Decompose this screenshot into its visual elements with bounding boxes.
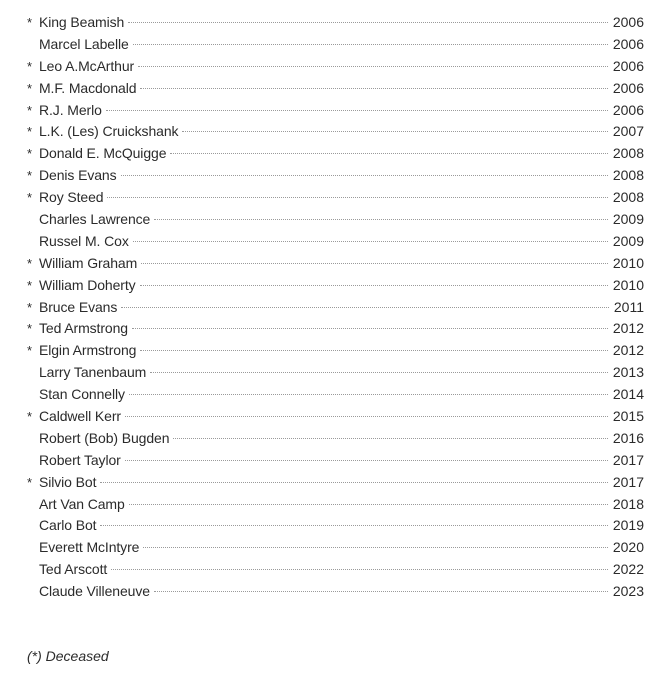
list-item (27, 450, 644, 472)
person-name: Leo A.McArthur (39, 57, 135, 74)
person-name: Art Van Camp (39, 495, 125, 512)
list-item (27, 56, 644, 78)
list-item (27, 78, 644, 100)
person-name: Carlo Bot (39, 517, 97, 534)
deceased-marker: * (27, 124, 33, 140)
dotted-leader (138, 66, 608, 67)
induction-year: 2008 (612, 167, 644, 184)
induction-year: 2023 (612, 583, 644, 600)
deceased-marker: * (27, 102, 33, 118)
person-name: King Beamish (39, 14, 125, 30)
dotted-leader (133, 241, 608, 242)
person-name: Claude Villeneuve (39, 583, 150, 600)
list-item (27, 559, 644, 581)
deceased-marker: * (27, 409, 33, 425)
person-name: Larry Tanenbaum (39, 364, 147, 381)
induction-year: 2012 (612, 320, 644, 337)
induction-year: 2010 (612, 276, 644, 293)
dotted-leader (100, 482, 607, 483)
list-item (27, 318, 644, 340)
list-item (27, 362, 644, 384)
person-name: Silvio Bot (39, 473, 97, 490)
person-name: L.K. (Les) Cruickshank (39, 123, 179, 140)
person-name: Ted Arscott (39, 561, 108, 578)
deceased-footnote: (*) Deceased (27, 648, 109, 664)
person-name: M.F. Macdonald (39, 79, 137, 96)
deceased-marker: * (27, 299, 33, 315)
dotted-leader (106, 110, 608, 111)
person-name: Marcel Labelle (39, 35, 129, 52)
induction-year: 2008 (612, 189, 644, 206)
induction-year: 2006 (612, 14, 644, 30)
person-name: Donald E. McQuigge (39, 145, 167, 162)
induction-year: 2012 (612, 342, 644, 359)
induction-year: 2016 (612, 429, 644, 446)
list-item (27, 12, 644, 34)
person-name: Everett McIntyre (39, 539, 140, 556)
deceased-marker: * (27, 474, 33, 490)
induction-year: 2013 (612, 364, 644, 381)
induction-year: 2006 (612, 101, 644, 118)
list-item (27, 100, 644, 122)
dotted-leader (154, 219, 608, 220)
dotted-leader (121, 307, 609, 308)
dotted-leader (111, 569, 608, 570)
person-name: R.J. Merlo (39, 101, 102, 118)
list-item (27, 121, 644, 143)
dotted-leader (140, 88, 607, 89)
induction-year: 2008 (612, 145, 644, 162)
person-name: Roy Steed (39, 189, 104, 206)
induction-year: 2009 (612, 232, 644, 249)
dotted-leader (154, 591, 608, 592)
induction-year: 2006 (612, 57, 644, 74)
induction-year: 2011 (613, 298, 644, 315)
list-item (27, 494, 644, 516)
list-item (27, 537, 644, 559)
dotted-leader (100, 525, 607, 526)
list-item (27, 406, 644, 428)
dotted-leader (133, 44, 608, 45)
dotted-leader (129, 504, 608, 505)
list-item (27, 253, 644, 275)
person-name: Stan Connelly (39, 386, 125, 403)
dotted-leader (128, 22, 608, 23)
induction-year: 2017 (612, 473, 644, 490)
person-name: Robert Taylor (39, 451, 121, 468)
list-item (27, 297, 644, 319)
dotted-leader (129, 394, 608, 395)
deceased-marker: * (27, 190, 33, 206)
induction-year: 2010 (612, 254, 644, 271)
induction-year: 2015 (612, 408, 644, 425)
dotted-leader (182, 131, 607, 132)
list-item (27, 340, 644, 362)
list-item (27, 581, 644, 603)
induction-year: 2017 (612, 451, 644, 468)
dotted-leader (107, 197, 607, 198)
list-item (27, 165, 644, 187)
person-name: William Graham (39, 254, 138, 271)
dotted-leader (143, 547, 608, 548)
list-item (27, 428, 644, 450)
induction-year: 2020 (612, 539, 644, 556)
deceased-marker: * (27, 255, 33, 271)
induction-year: 2007 (612, 123, 644, 140)
list-item (27, 209, 644, 231)
person-name: Russel M. Cox (39, 232, 129, 249)
induction-year: 2006 (612, 79, 644, 96)
deceased-marker: * (27, 321, 33, 337)
person-name: Elgin Armstrong (39, 342, 137, 359)
induction-year: 2019 (612, 517, 644, 534)
dotted-leader (125, 416, 608, 417)
dotted-leader (125, 460, 608, 461)
list-item (27, 187, 644, 209)
deceased-marker: * (27, 277, 33, 293)
person-name: Robert (Bob) Bugden (39, 429, 170, 446)
dotted-leader (132, 328, 608, 329)
list-item (27, 384, 644, 406)
dotted-leader (173, 438, 607, 439)
list-item (27, 275, 644, 297)
induction-year: 2009 (612, 211, 644, 228)
deceased-marker: * (27, 80, 33, 96)
person-name: Caldwell Kerr (39, 408, 121, 425)
list-item (27, 231, 644, 253)
deceased-marker: * (27, 58, 33, 74)
induction-year: 2022 (612, 561, 644, 578)
induction-year: 2014 (612, 386, 644, 403)
person-name: Ted Armstrong (39, 320, 128, 337)
dotted-leader (140, 285, 608, 286)
deceased-marker: * (27, 343, 33, 359)
list-item (27, 143, 644, 165)
person-name: Denis Evans (39, 167, 117, 184)
deceased-marker: * (27, 15, 33, 30)
person-name: Charles Lawrence (39, 211, 151, 228)
dotted-leader (150, 372, 608, 373)
induction-year: 2018 (612, 495, 644, 512)
list-item (27, 515, 644, 537)
dotted-leader (121, 175, 608, 176)
list-item (27, 472, 644, 494)
list-item (27, 34, 644, 56)
dotted-leader (170, 153, 607, 154)
dotted-leader (140, 350, 608, 351)
deceased-marker: * (27, 168, 33, 184)
deceased-marker: * (27, 146, 33, 162)
dotted-leader (141, 263, 608, 264)
induction-year: 2006 (612, 35, 644, 52)
person-name: Bruce Evans (39, 298, 118, 315)
person-name: William Doherty (39, 276, 136, 293)
honour-roll-list (27, 12, 644, 603)
